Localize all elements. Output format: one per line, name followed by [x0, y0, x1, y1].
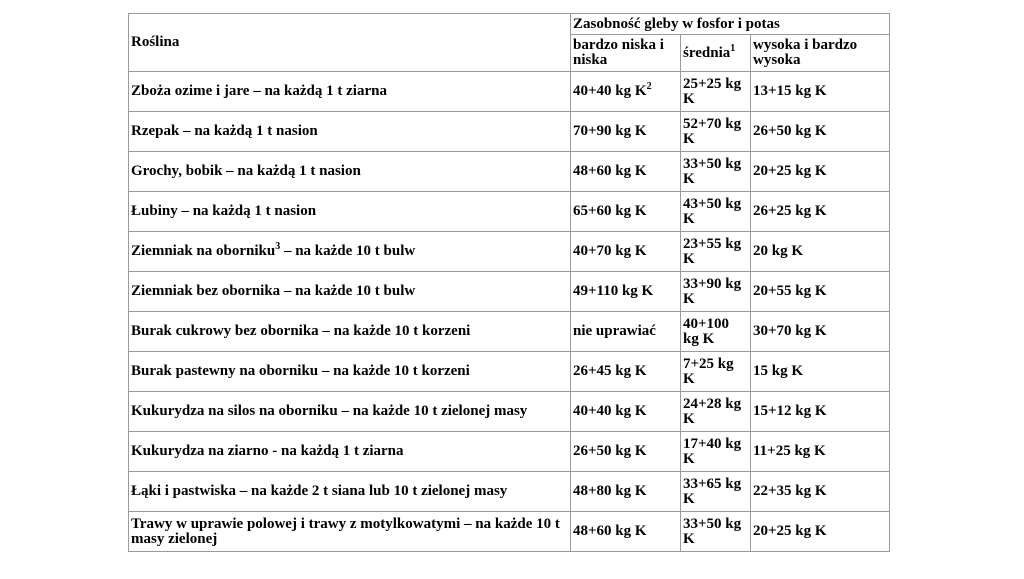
table-row	[129, 432, 890, 472]
cell-crop	[129, 352, 571, 392]
cell-low	[571, 472, 681, 512]
cell-mid: 40+100 kg K	[681, 312, 751, 352]
fertilizer-table	[128, 13, 890, 552]
cell-low	[571, 512, 681, 552]
low-value: 40+40 kg K	[573, 403, 647, 419]
header-mid-label: średnia	[683, 44, 731, 61]
cell-high: 26+25 kg K	[751, 192, 890, 232]
cell-mid: 23+55 kg K	[681, 232, 751, 272]
crop-name: Rzepak – na każdą 1 t nasion	[131, 123, 318, 139]
cell-mid: 7+25 kg K	[681, 352, 751, 392]
cell-crop	[129, 272, 571, 312]
cell-crop	[129, 312, 571, 352]
cell-high: 20 kg K	[751, 232, 890, 272]
cell-high: 13+15 kg K	[751, 72, 890, 112]
header-crop: Roślina	[129, 14, 571, 72]
table-row	[129, 392, 890, 432]
crop-name: Kukurydza na silos na oborniku – na każde 10 t zielonej masy	[131, 403, 528, 419]
header-group: Zasobność gleby w fosfor i potas	[571, 14, 890, 35]
cell-high: 20+25 kg K	[751, 512, 890, 552]
low-value: 70+90 kg K	[573, 123, 647, 139]
cell-high: 20+55 kg K	[751, 272, 890, 312]
table-row	[129, 352, 890, 392]
low-footnote: 2	[646, 81, 652, 92]
cell-mid: 17+40 kg K	[681, 432, 751, 472]
cell-mid: 33+90 kg K	[681, 272, 751, 312]
crop-name: Burak cukrowy bez obornika – na każde 10 t korzeni	[131, 323, 471, 339]
cell-crop	[129, 152, 571, 192]
header-low: bardzo niska i niska	[571, 35, 681, 72]
cell-low	[571, 432, 681, 472]
header-mid	[681, 35, 751, 72]
cell-low	[571, 392, 681, 432]
table-row	[129, 312, 890, 352]
cell-crop	[129, 512, 571, 552]
crop-name: Kukurydza na ziarno - na każdą 1 t ziarna	[131, 443, 404, 459]
cell-high: 15+12 kg K	[751, 392, 890, 432]
cell-mid: 33+65 kg K	[681, 472, 751, 512]
table-row	[129, 152, 890, 192]
cell-high: 26+50 kg K	[751, 112, 890, 152]
cell-crop	[129, 472, 571, 512]
crop-name: Zboża ozime i jare – na każdą 1 t ziarna	[131, 83, 387, 99]
low-value: 49+110 kg K	[573, 283, 654, 299]
table-row	[129, 112, 890, 152]
header-mid-footnote: 1	[730, 42, 736, 54]
cell-high: 20+25 kg K	[751, 152, 890, 192]
crop-name: Grochy, bobik – na każdą 1 t nasion	[131, 163, 361, 179]
crop-name: Burak pastewny na oborniku – na każde 10 t korzeni	[131, 363, 470, 379]
cell-high: 11+25 kg K	[751, 432, 890, 472]
low-value: 48+60 kg K	[573, 163, 647, 179]
cell-mid: 33+50 kg K	[681, 152, 751, 192]
crop-name: Ziemniak na oborniku	[131, 243, 276, 259]
cell-low	[571, 312, 681, 352]
cell-low	[571, 352, 681, 392]
crop-name: Trawy w uprawie polowej i trawy z motylkowatymi – na każde 10 t masy zielonej	[131, 515, 560, 547]
table-row	[129, 512, 890, 552]
table-row	[129, 72, 890, 112]
cell-crop	[129, 392, 571, 432]
low-value: nie uprawiać	[573, 323, 656, 339]
crop-name: Ziemniak bez obornika – na każde 10 t bulw	[131, 283, 416, 299]
cell-low	[571, 72, 681, 112]
header-high: wysoka i bardzo wysoka	[751, 35, 890, 72]
table-row	[129, 472, 890, 512]
low-value: 40+40 kg K	[573, 83, 647, 99]
crop-name: Łubiny – na każdą 1 t nasion	[131, 203, 317, 219]
header-row-top	[129, 14, 890, 35]
cell-crop	[129, 112, 571, 152]
cell-mid: 33+50 kg K	[681, 512, 751, 552]
low-value: 48+60 kg K	[573, 523, 647, 539]
cell-low	[571, 232, 681, 272]
cell-mid: 24+28 kg K	[681, 392, 751, 432]
crop-name: Łąki i pastwiska – na każde 2 t siana lub 10 t zielonej masy	[131, 483, 508, 499]
cell-mid: 25+25 kg K	[681, 72, 751, 112]
cell-high: 30+70 kg K	[751, 312, 890, 352]
low-value: 26+50 kg K	[573, 443, 647, 459]
crop-footnote: 3	[275, 241, 281, 252]
low-value: 40+70 kg K	[573, 243, 647, 259]
cell-mid: 52+70 kg K	[681, 112, 751, 152]
table-body	[129, 72, 890, 552]
table-row	[129, 192, 890, 232]
cell-crop	[129, 432, 571, 472]
cell-low	[571, 152, 681, 192]
low-value: 26+45 kg K	[573, 363, 647, 379]
cell-crop	[129, 72, 571, 112]
table-row	[129, 272, 890, 312]
cell-high: 22+35 kg K	[751, 472, 890, 512]
cell-crop	[129, 232, 571, 272]
low-value: 65+60 kg K	[573, 203, 647, 219]
cell-low	[571, 272, 681, 312]
cell-mid: 43+50 kg K	[681, 192, 751, 232]
cell-low	[571, 112, 681, 152]
cell-low	[571, 192, 681, 232]
cell-crop	[129, 192, 571, 232]
cell-high: 15 kg K	[751, 352, 890, 392]
low-value: 48+80 kg K	[573, 483, 647, 499]
table-row	[129, 232, 890, 272]
crop-name-tail: – na każde 10 t bulw	[280, 243, 416, 259]
